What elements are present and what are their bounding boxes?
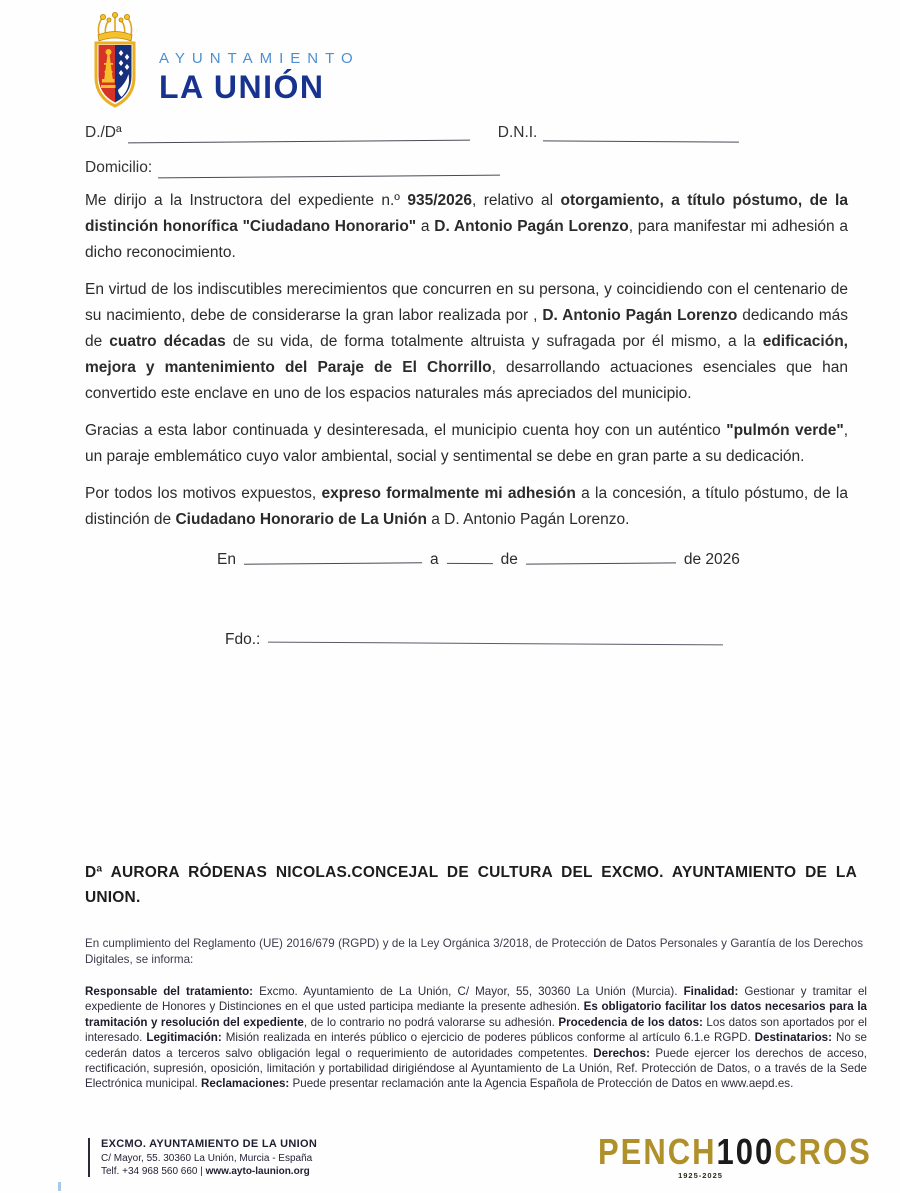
centenary-wordmark — [598, 1131, 872, 1173]
footer-contact-line — [101, 1166, 317, 1177]
name-dni-row — [85, 124, 848, 142]
footer-street-address: C/ Mayor, 55. 30360 La Unión, Murcia - España — [101, 1152, 313, 1164]
footer-website-link: www.ayto-launion.org — [205, 1166, 310, 1177]
privacy-legal-text: Responsable del tratamiento: Excmo. Ayuntamiento de La Unión, C/ Mayor, 55, 30360 La Unión (Murcia). Finalidad: Gestionar y tramitar el expediente de Honores y Distinciones en el que usted participa mediante la presente adhesión. Es obligatorio facilitar los datos necesarios para la tramitación y resolución del expediente, de lo contrario no podrá valorarse su adhesión. Procedencia de los datos: Los datos son aportados por el interesado. Legitimación: Misión realizada en interés público o ejercicio de poderes públicos conforme al artículo 6.1.e RGPD. Destinatarios: No se cederán datos a terceros salvo obligación legal o requerimiento de autoridades competentes. Derechos: Puede ejercer los derechos de acceso, rectificación, supresión, oposición, limitación y portabilidad dirigiéndose al Ayuntamiento de La Unión, Ref. Protección de Datos, o a través de la Sede Electrónica municipal. Reclamaciones: Puede presentar reclamación ante la Agencia Española de Protección de Datos en www.aepd.es. — [85, 985, 868, 1091]
date-a-label: a — [429, 551, 439, 568]
signature-row — [225, 627, 848, 653]
centenary-logo — [598, 1130, 872, 1180]
org-name-small: AYUNTAMIENTO — [159, 50, 360, 67]
footer-org-name: EXCMO. AYUNTAMIENTO DE LA UNION — [101, 1138, 318, 1150]
official-statement: Dª AURORA RÓDENAS NICOLAS.CONCEJAL DE CULTURA DEL EXCMO. AYUNTAMIENTO DE LA UNION. — [85, 864, 857, 906]
date-city-line — [244, 547, 422, 564]
date-month-line — [526, 547, 676, 564]
paragraph-expediente: Me dirijo a la Instructora del expediente n.º 935/2026, relativo al otorgamiento, a título póstumo, de la distinción honorífica "Ciudadano Honorario" a D. Antonio Pagán Lorenzo, para manifestar mi adhesión a dicho reconocimiento. — [85, 192, 848, 261]
footer-phone: Telf. +34 968 560 660 | — [101, 1166, 206, 1177]
dni-field-line — [543, 125, 739, 142]
centenary-part2: 100 — [716, 1130, 775, 1173]
letter-body — [85, 188, 848, 653]
paragraph-merecimientos: En virtud de los indiscutibles merecimientos que concurren en su persona, y coincidiendo con el centenario de su nacimiento, debe de considerarse la gran labor realizada por , D. Antonio Pagán Lorenzo dedicando más de cuatro décadas de su vida, de forma totalmente altruista y sufragada por él mismo, a la edificación, mejora y mantenimiento del Paraje de El Chorrillo, desarrollando actuaciones esenciales que han convertido este enclave en uno de los espacios naturales más apreciados del municipio. — [85, 281, 848, 402]
org-name-large: LA UNIÓN — [159, 69, 325, 105]
address-field-line — [158, 160, 500, 179]
signature-label: Fdo.: — [225, 631, 261, 648]
scan-artifact — [58, 1182, 61, 1191]
signature-line — [268, 627, 723, 646]
paragraph-pulmon-verde: Gracias a esta labor continuada y desinteresada, el municipio cuenta hoy con un auténtico "pulmón verde", un paraje emblemático cuyo valor ambiental, social y sentimental se debe en gran parte a su dedicación. — [85, 422, 848, 465]
date-day-line — [447, 548, 493, 564]
centenary-part1: PENCH — [598, 1130, 717, 1173]
date-line — [217, 547, 848, 573]
date-de-label: de — [500, 551, 518, 568]
address-field-label: Domicilio: — [85, 159, 153, 176]
privacy-intro: En cumplimiento del Reglamento (UE) 2016/679 (RGPD) y de la Ley Orgánica 3/2018, de Protección de Datos Personales y Garantía de los Derechos Digitales, se informa: — [85, 937, 863, 966]
name-field-line — [128, 125, 470, 144]
footer-address-block — [88, 1138, 317, 1177]
coat-of-arms-icon — [85, 10, 145, 112]
address-row — [85, 159, 848, 177]
logo-text — [159, 10, 360, 106]
date-en-label: En — [217, 551, 236, 568]
dni-field-label: D.N.I. — [497, 124, 538, 141]
centenary-part3: CROS — [774, 1130, 872, 1173]
date-year-label: de 2026 — [683, 551, 740, 568]
paragraph-adhesion: Por todos los motivos expuestos, expreso formalmente mi adhesión a la concesión, a título póstumo, de la distinción de Ciudadano Honorario de La Unión a D. Antonio Pagán Lorenzo. — [85, 485, 848, 528]
form-fields — [85, 124, 848, 194]
name-field-label: D./Dª — [85, 124, 122, 141]
municipality-logo — [85, 10, 360, 112]
centenary-years: 1925-2025 — [678, 1171, 723, 1180]
